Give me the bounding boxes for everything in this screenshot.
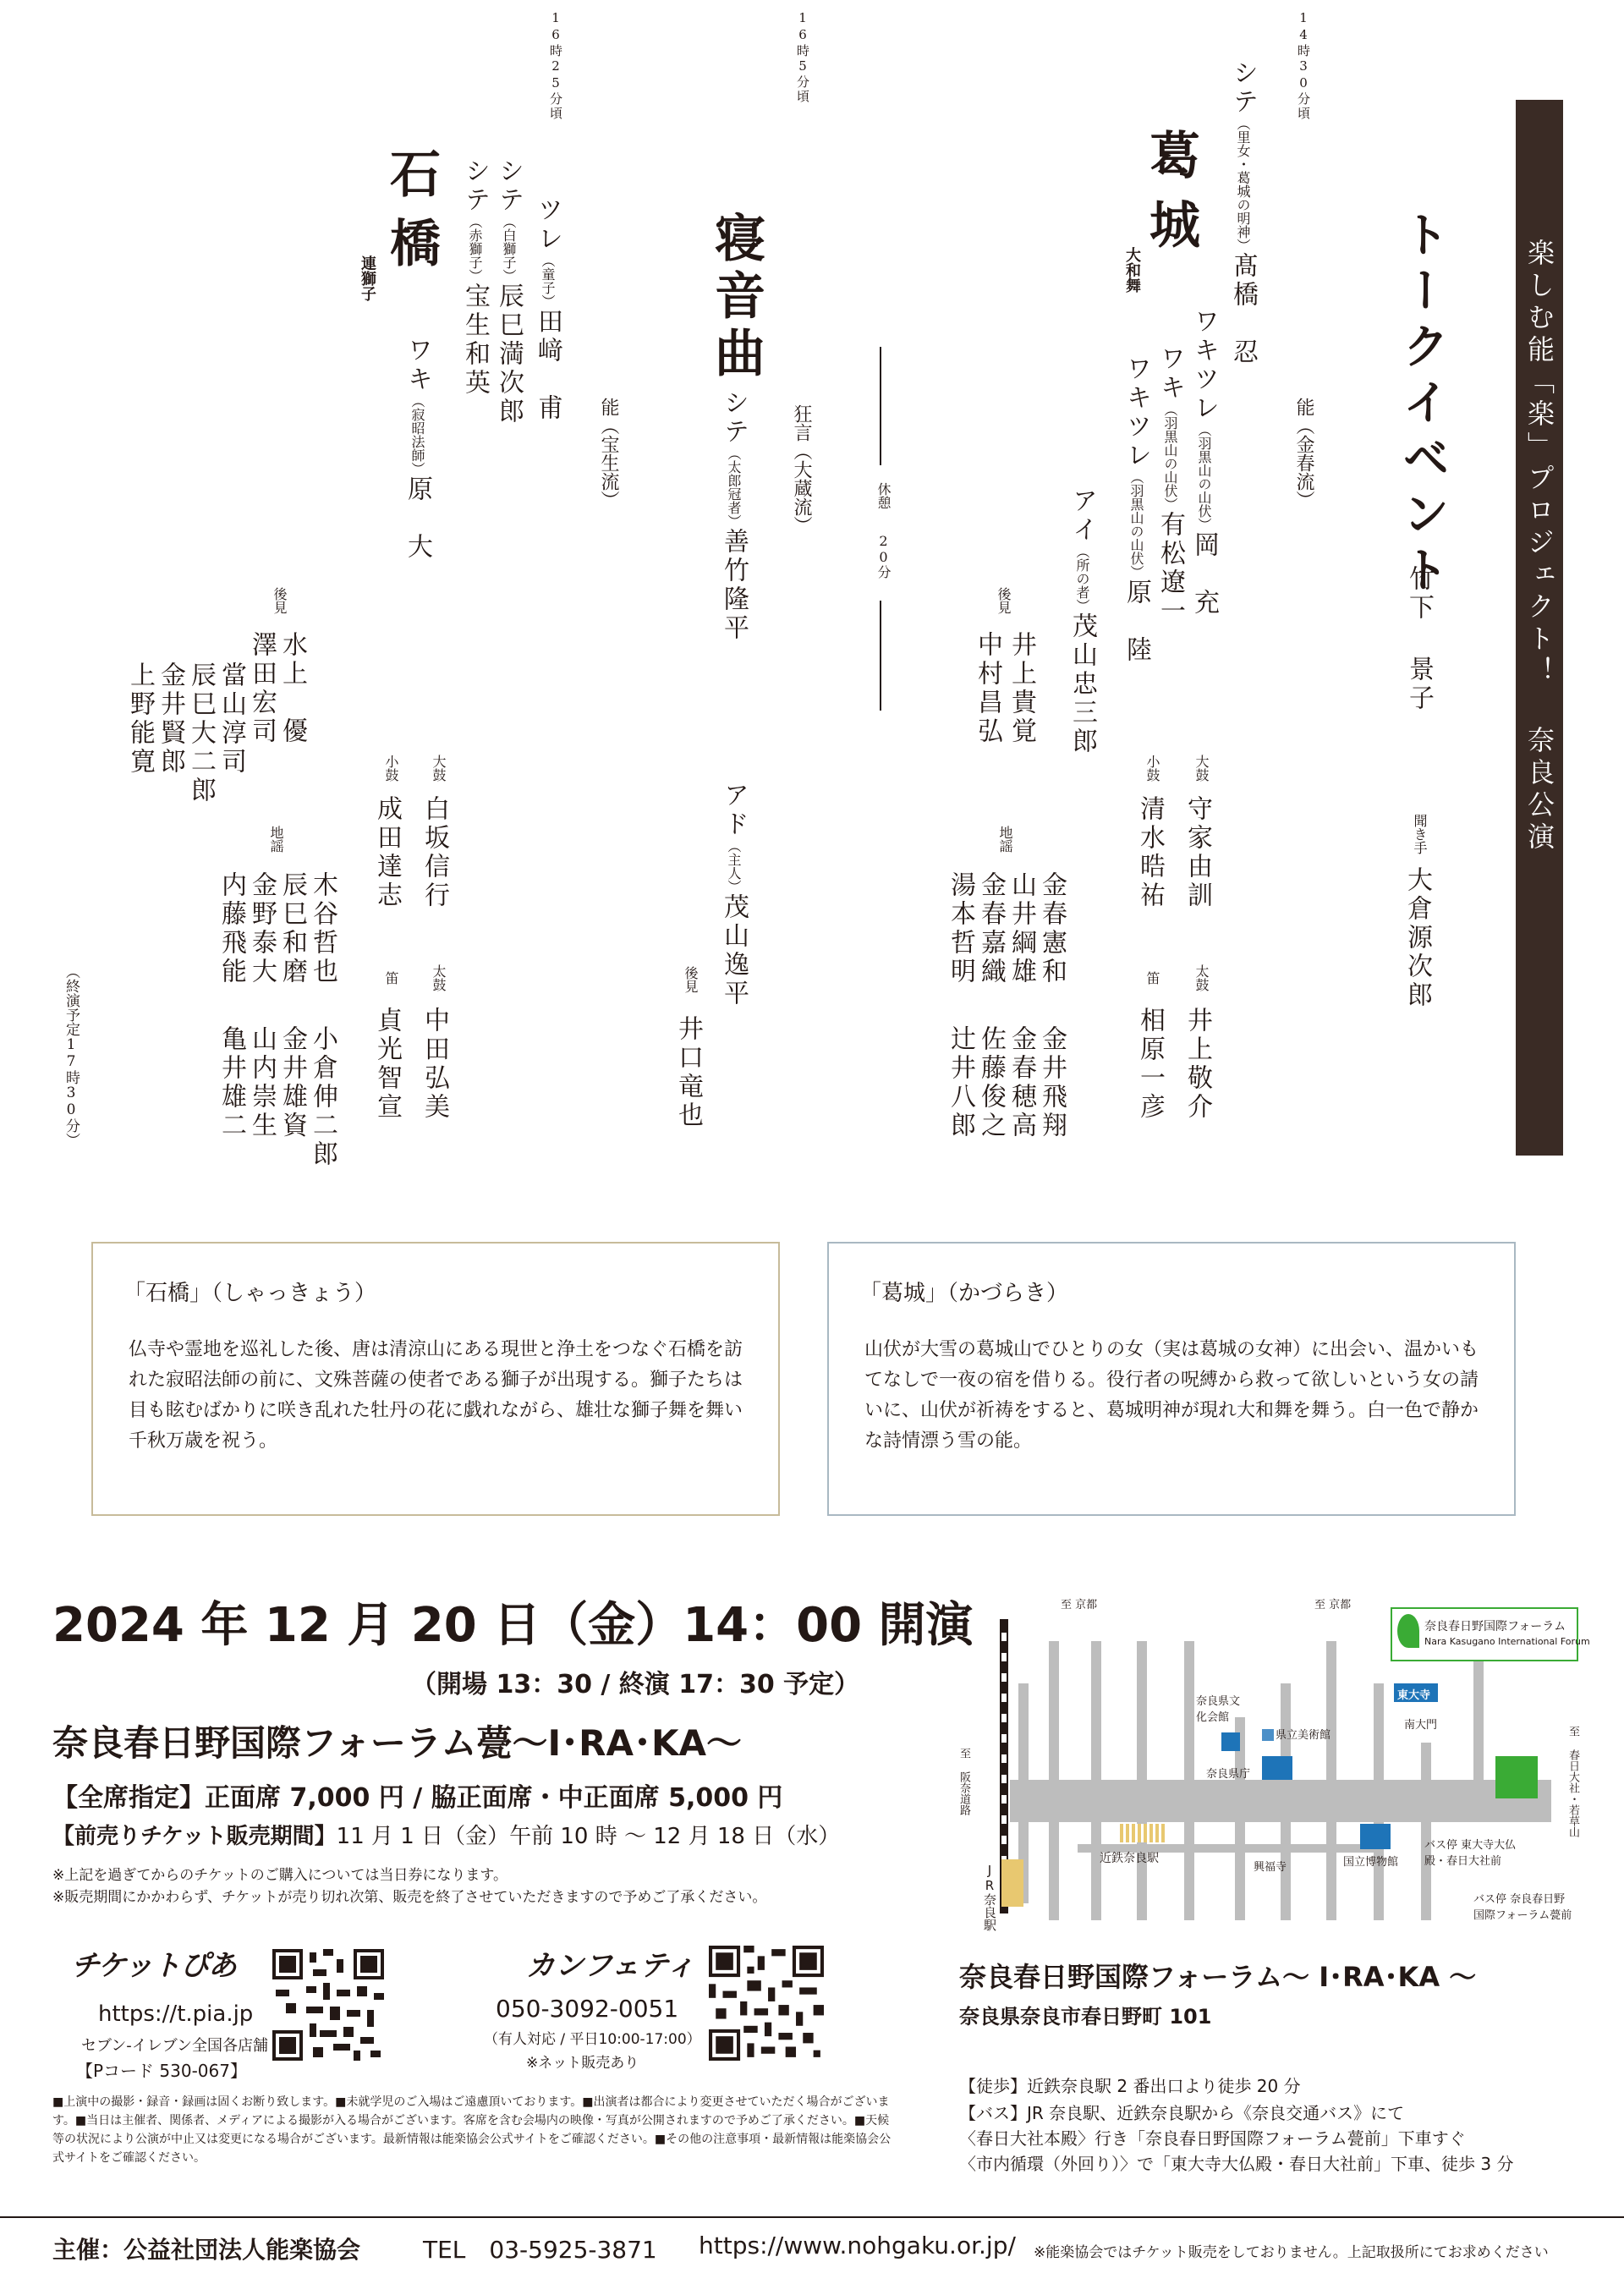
role-part: （主人）: [726, 839, 742, 893]
shakkyo-waki: [403, 337, 431, 562]
forum-leaf-icon: [1397, 1614, 1419, 1648]
shakkyo-otsuzumi: 白坂信行: [420, 795, 449, 910]
road-v7: [1281, 1683, 1291, 1920]
katsuragi-jiutai-7: 佐藤俊之: [976, 1025, 1006, 1140]
katsuragi-jiutai-4: 湯本哲明: [946, 871, 975, 986]
neongyoku-genre: 狂言（大蔵流）: [791, 404, 812, 535]
katsuragi-description: [827, 1242, 1516, 1516]
map-to-osaka: 至 阪奈道路: [957, 1748, 970, 1815]
access-bus-3: 〈市内循環（外回り）〉で「東大寺大仏殿・春日大社前」下車、徒歩 3 分: [959, 2154, 1514, 2174]
role-name: 原 陸: [1122, 579, 1151, 665]
talk-interviewer-label: 聞き手: [1412, 814, 1428, 854]
footer-host: 主催：公益社団法人能楽協会: [52, 2236, 361, 2264]
access-bus-2: 〈春日大社本殿〉行き「奈良春日野国際フォーラム甍前」下車すぐ: [959, 2128, 1466, 2149]
footer-note: ※能楽協会ではチケット販売をしておりません。上記取扱所にてお求めください: [1034, 2244, 1549, 2261]
culture-hall-block: [1221, 1732, 1240, 1751]
role-part: （太郎冠者）: [726, 447, 742, 528]
role-name: 善竹隆平: [719, 528, 749, 643]
shakkyo-fue-label: 笛: [383, 971, 399, 985]
katsuragi-description-title: 「葛城」（かづらき）: [859, 1281, 1069, 1306]
role-part: （羽黒山の山伏）: [1162, 403, 1178, 511]
role-label: シテ: [1228, 59, 1258, 117]
ticket-kanfe-tel: 050-3092-0051: [496, 1995, 679, 2023]
event-date: 2024 年 12 月 20 日（金）14：00 開演: [52, 1598, 974, 1653]
katsuragi-kotsuzumi-label: 小鼓: [1144, 755, 1160, 782]
map-bus2: バス停 奈良春日野国際フォーラム甍前: [1473, 1893, 1572, 1922]
katsuragi-wakitsure-1: [1189, 308, 1218, 618]
neongyoku-kouken: 井口竜也: [673, 1015, 703, 1130]
shakkyo-genre: 能（宝生流）: [598, 398, 619, 509]
role-label: アド: [719, 782, 749, 839]
role-part: （羽黒山の山伏）: [1196, 423, 1212, 531]
event-note-2: ※販売期間にかかわらず、チケットが売り切れ次第、販売を終了させていただきますので予めご了承ください。: [52, 1889, 767, 1906]
role-label: シテ: [494, 157, 524, 215]
role-label: シテ: [460, 157, 490, 215]
katsuragi-jiutai-3: 金春嘉織: [976, 871, 1006, 986]
katsuragi-kouken-2: 中村昌弘: [973, 631, 1002, 746]
road-v8: [1326, 1641, 1336, 1920]
shakkyo-kouken-label: 後見: [272, 587, 288, 614]
kintetsu-station: [1120, 1824, 1166, 1842]
katsuragi-jiutai-8: 辻井八郎: [946, 1025, 975, 1140]
katsuragi-subtitle: 大和舞: [1123, 247, 1141, 293]
katsuragi-shite: [1228, 59, 1257, 367]
role-label: ワキ: [1155, 345, 1185, 403]
neongyoku-time: 16時5分頃: [795, 10, 810, 104]
katsuragi-otsuzumi-label: 大鼓: [1193, 755, 1210, 782]
map-kintetsu: 近鉄奈良駅: [1100, 1852, 1159, 1865]
map-national-museum: 国立博物館: [1343, 1856, 1399, 1869]
event-presale: [52, 1819, 840, 1850]
neongyoku-kouken-label: 後見: [683, 966, 699, 993]
shakkyo-kotsuzumi-label: 小鼓: [383, 755, 399, 782]
role-label: シテ: [719, 389, 749, 447]
role-name: 辰巳満次郎: [494, 283, 524, 426]
ticket-pia-url[interactable]: https://t.pia.jp: [98, 2001, 254, 2027]
shakkyo-kouken-3: 當山淳司: [217, 662, 246, 777]
katsuragi-otsuzumi: 守家由訓: [1182, 795, 1212, 910]
shakkyo-taiko-label: 太鼓: [431, 964, 447, 991]
map-to-kasuga: 至 春日大社・若草山: [1566, 1726, 1579, 1837]
national-museum-block: [1360, 1824, 1391, 1849]
shakkyo-jiutai-6: 金井雄資: [277, 1025, 307, 1140]
katsuragi-description-body: 山伏が大雪の葛城山でひとりの女（実は葛城の女神）に出会い、温かいもてなしで一夜の宿を借りる。役行者の呪縛から救って欲しいという女の請いに、山伏が祈祷をすると、葛城明神が現れ大和舞を舞う。白一色で静かな詩情漂う雪の能。: [864, 1339, 1479, 1452]
katsuragi-kouken-label: 後見: [996, 587, 1012, 614]
katsuragi-jiutai-5: 金井飛翔: [1037, 1025, 1067, 1140]
map-forum-logo: 奈良春日野国際フォーラム: [1424, 1620, 1566, 1633]
role-name: 田﨑 甫: [533, 308, 562, 423]
role-label: ワキ: [403, 337, 432, 394]
shakkyo-description-title: 「石橋」（しゃっきょう）: [123, 1281, 377, 1306]
ticket-kanfe-logo: カンフェティ: [526, 1949, 695, 1983]
role-name: 原 大: [403, 475, 432, 562]
shakkyo-otsuzumi-label: 大鼓: [431, 755, 447, 782]
shakkyo-fue: 貞光智宣: [372, 1007, 402, 1122]
jr-station: [1001, 1859, 1023, 1907]
shakkyo-shite-2: [460, 157, 489, 398]
role-name: 有松遼一: [1155, 511, 1185, 626]
talk-title: トークイベント: [1395, 210, 1451, 601]
katsuragi-fue: 相原一彦: [1135, 1007, 1165, 1122]
ticket-pia-code: 【Pコード 530-067】: [76, 2061, 247, 2081]
access-address: 奈良県奈良市春日野町 101: [959, 2005, 1212, 2029]
map-kofukuji: 興福寺: [1254, 1861, 1287, 1874]
map-to-kyoto-1: 至 京都: [1061, 1599, 1098, 1611]
intermission-line-bottom: [880, 601, 881, 711]
project-banner: [1516, 100, 1563, 1156]
katsuragi-genre: 能（金春流）: [1293, 398, 1314, 509]
intermission-minutes: 20分: [875, 533, 892, 579]
road-v2: [1049, 1641, 1059, 1920]
map-nandaimon: 南大門: [1404, 1719, 1438, 1732]
road-v9: [1374, 1683, 1384, 1920]
role-name: 髙橋 忍: [1228, 252, 1258, 367]
role-part: （所の者）: [1074, 545, 1090, 612]
shakkyo-jiutai-1: 木谷哲也: [308, 871, 337, 986]
shakkyo-kouken-5: 金井賢郎: [156, 662, 185, 777]
role-part: （白獅子）: [501, 215, 517, 283]
shakkyo-taiko: 中田弘美: [420, 1007, 449, 1122]
disclaimer: ■上演中の撮影・録音・録画は固くお断り致します。■未就学児のご入場はご遠慮頂いております。■出演者は都合により変更させていただく場合がございます。■当日は主催者、関係者、メディアによる撮影が入る場合がございます。客席を含む会場内の映像・写真が公開されますので予めご了承ください。■天候等の状況により公演が中止又は変更になる場合がございます。最新情報は能楽協会公式サイトをご確認ください。■その他の注意事項・最新情報は能楽協会公式サイトをご確認ください。: [52, 2095, 892, 2165]
shakkyo-jiutai-7: 山内崇生: [247, 1025, 277, 1140]
pia-qr-icon[interactable]: [272, 1949, 384, 2061]
shakkyo-kouken-4: 辰巳大二郎: [186, 662, 216, 805]
presale-label: 【前売りチケット販売期間】: [52, 1824, 337, 1849]
neongyoku-title: 寝音曲: [706, 211, 765, 384]
kanfe-qr-icon[interactable]: [709, 1946, 824, 2061]
katsuragi-title: 葛城: [1141, 129, 1200, 267]
event-seats: [52, 1776, 782, 1814]
katsuragi-ai: [1067, 487, 1096, 756]
forum-marker: [1495, 1756, 1538, 1798]
shakkyo-end-note: （終演予定17時30分）: [63, 964, 80, 1147]
access-venue: 奈良春日野国際フォーラム～ I･RA･KA ～: [959, 1961, 1477, 1993]
map-jr: JR奈良駅: [982, 1863, 997, 1931]
shakkyo-jiutai-5: 小倉伸二郎: [308, 1025, 337, 1169]
road-v11: [1473, 1641, 1484, 1810]
katsuragi-kotsuzumi: 清水晧祐: [1135, 795, 1165, 910]
role-label: ワキツレ: [1122, 355, 1151, 470]
event-venue: 奈良春日野国際フォーラム甍～I･RA･KA～: [52, 1722, 743, 1764]
intermission-label: 休憩: [875, 482, 892, 509]
ticket-pia-logo: チケットぴあ: [71, 1949, 236, 1983]
shakkyo-subtitle: 連獅子: [359, 255, 376, 301]
role-part: （赤獅子）: [467, 215, 483, 283]
role-part: （里女・葛城の明神）: [1235, 117, 1251, 252]
ticket-kanfe-hours: （有人対応 / 平日10:00-17:00）: [484, 2031, 701, 2048]
footer-url[interactable]: https://www.nohgaku.or.jp/: [699, 2232, 1016, 2259]
event-doors: （開場 13：30 / 終演 17：30 予定）: [411, 1670, 860, 1699]
event-note-1: ※上記を過ぎてからのチケットのご購入については当日券になります。: [52, 1867, 508, 1884]
access-bus: 【バス】JR 奈良駅、近鉄奈良駅から《奈良交通バス》にて: [959, 2103, 1405, 2123]
ticket-pia-store: セブン-イレブン全国各店舗: [81, 2037, 269, 2055]
role-name: 宝生和英: [460, 283, 490, 398]
pref-office-block: [1262, 1756, 1292, 1780]
road-v5: [1184, 1641, 1194, 1920]
shakkyo-tsure: [533, 196, 562, 423]
shakkyo-kouken-2: 澤田宏司: [247, 631, 277, 746]
role-label: ワキツレ: [1189, 308, 1219, 423]
presale-dates: 11 月 1 日（金）午前 10 時 ～ 12 月 18 日（水）: [336, 1824, 841, 1849]
katsuragi-time: 14時30分頃: [1296, 10, 1311, 121]
seats-prices: 正面席 7,000 円 / 脇正面席・中正面席 5,000 円: [205, 1783, 783, 1813]
road-v10: [1421, 1743, 1431, 1920]
role-part: （寂昭法師）: [409, 394, 425, 475]
road-v3: [1091, 1641, 1101, 1920]
katsuragi-fue-label: 笛: [1144, 971, 1160, 985]
access-map: [942, 1590, 1590, 1946]
shakkyo-jiutai-4: 内藤飛能: [217, 871, 246, 986]
ticket-kanfe-net: ※ネット販売あり: [526, 2055, 639, 2072]
role-label: アイ: [1067, 487, 1097, 545]
katsuragi-jiutai-6: 金春穂高: [1007, 1025, 1036, 1140]
art-museum-block: [1262, 1729, 1274, 1741]
banner-text: 楽しむ能「楽」プロジェクト！ 奈良公演: [1523, 239, 1555, 854]
map-to-kyoto-2: 至 京都: [1314, 1599, 1352, 1611]
shakkyo-jiutai-label: 地謡: [268, 826, 284, 853]
map-art-museum: 県立美術館: [1276, 1729, 1331, 1742]
katsuragi-wakitsure-2: [1122, 355, 1150, 665]
katsuragi-jiutai-2: 山井綱雄: [1007, 871, 1036, 986]
role-name: 岡 充: [1189, 531, 1219, 618]
footer-tel: TEL 03-5925-3871: [423, 2236, 657, 2264]
map-bus1: バス停 東大寺大仏殿・春日大社前: [1424, 1839, 1517, 1868]
shakkyo-time: 16時25分頃: [548, 10, 563, 121]
shakkyo-jiutai-3: 金野泰大: [247, 871, 277, 986]
shakkyo-jiutai-2: 辰巳和磨: [277, 871, 307, 986]
katsuragi-kouken-1: 井上貴覚: [1007, 631, 1036, 746]
role-part: （羽黒山の山伏）: [1128, 470, 1144, 579]
intermission-line-top: [880, 347, 881, 465]
map-culture-hall: 奈良県文化会館: [1196, 1695, 1241, 1724]
map-todaiji: 東大寺: [1397, 1689, 1431, 1702]
shakkyo-description-body: 仏寺や霊地を巡礼した後、唐は清涼山にある現世と浄土をつなぐ石橋を訪れた寂昭法師の前に、文殊菩薩の使者である獅子が出現する。獅子たちは目も眩むばかりに咲き乱れた牡丹の花に戯れながら、雄壮な獅子舞を舞い千秋万歳を祝う。: [129, 1339, 743, 1452]
shakkyo-description: [91, 1242, 780, 1516]
katsuragi-taiko: 井上敬介: [1182, 1007, 1212, 1122]
role-name: 茂山逸平: [719, 893, 749, 1008]
neongyoku-ado: [719, 782, 748, 1008]
talk-speaker: 竹下 景子: [1404, 565, 1434, 713]
talk-interviewer: 大倉源次郎: [1402, 866, 1432, 1010]
shakkyo-shite-1: [494, 157, 523, 426]
role-label: ツレ: [533, 196, 562, 254]
shakkyo-title: 石橋: [381, 147, 441, 286]
shakkyo-kouken-6: 上野能寛: [125, 662, 155, 777]
road-v4: [1137, 1641, 1147, 1920]
shakkyo-jiutai-8: 亀井雄二: [217, 1025, 246, 1140]
katsuragi-jiutai-label: 地謡: [997, 826, 1013, 853]
footer-rule: [0, 2216, 1624, 2218]
seats-label: 【全席指定】: [52, 1783, 205, 1813]
katsuragi-jiutai-1: 金春憲和: [1037, 871, 1067, 986]
neongyoku-shite: [719, 389, 748, 643]
shakkyo-kotsuzumi: 成田達志: [372, 795, 402, 910]
map-forum-en: Nara Kasugano International Forum: [1424, 1636, 1590, 1647]
katsuragi-taiko-label: 太鼓: [1193, 964, 1210, 991]
shakkyo-kouken-1: 水上 優: [277, 631, 307, 746]
katsuragi-waki: [1155, 345, 1184, 626]
role-part: （童子）: [540, 254, 556, 308]
role-name: 茂山忠三郎: [1067, 612, 1097, 756]
map-pref-office: 奈良県庁: [1206, 1768, 1251, 1781]
access-walk: 【徒歩】近鉄奈良駅 2 番出口より徒歩 20 分: [959, 2076, 1301, 2096]
